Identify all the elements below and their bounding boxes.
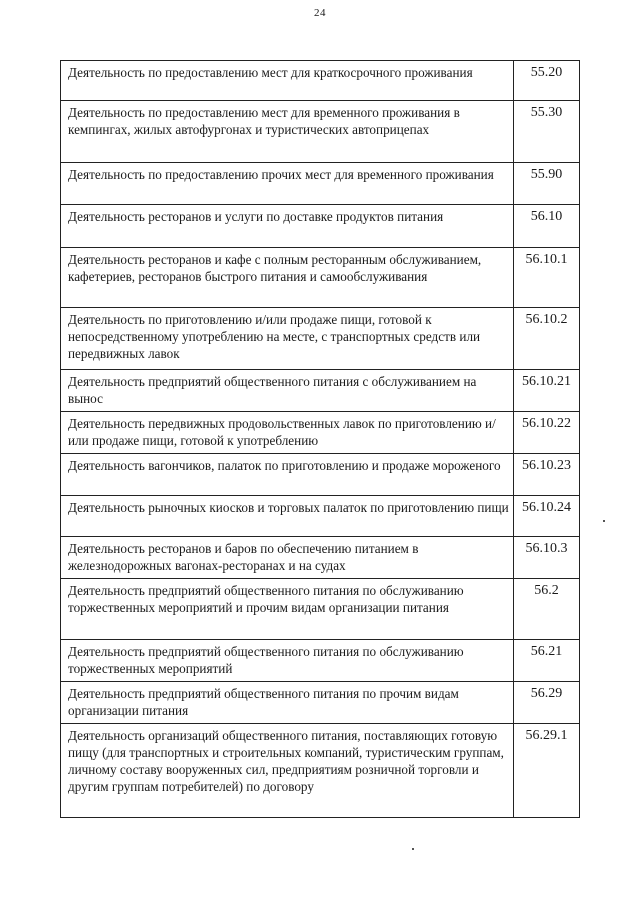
activity-code: 56.10.3 (514, 537, 580, 579)
activity-description: Деятельность ресторанов и баров по обеспечению питанием в железнодорожных вагонах-ресторанах и на судах (61, 537, 514, 579)
activity-description: Деятельность предприятий общественного питания по прочим видам организации питания (61, 682, 514, 724)
activity-code: 56.10.22 (514, 412, 580, 454)
activity-code: 56.29 (514, 682, 580, 724)
table-row (61, 163, 580, 205)
activity-code: 55.30 (514, 101, 580, 163)
table-row (61, 205, 580, 248)
table-row (61, 496, 580, 537)
activity-code: 56.29.1 (514, 724, 580, 818)
activity-description: Деятельность по предоставлению мест для краткосрочного проживания (61, 61, 514, 101)
activity-description: Деятельность вагончиков, палаток по приготовлению и продаже мороженого (61, 454, 514, 496)
okved-table-container (60, 60, 580, 818)
activity-code: 56.2 (514, 579, 580, 640)
table-row (61, 248, 580, 308)
activity-code: 56.10.21 (514, 370, 580, 412)
activity-description: Деятельность по предоставлению мест для временного проживания в кемпингах, жилых автофургонах и туристических автоприцепах (61, 101, 514, 163)
table-row (61, 61, 580, 101)
table-row (61, 724, 580, 818)
table-row (61, 370, 580, 412)
activity-description: Деятельность передвижных продовольственных лавок по приготовлению и/или продаже пищи, готовой к употреблению (61, 412, 514, 454)
activity-description: Деятельность предприятий общественного питания с обслуживанием на вынос (61, 370, 514, 412)
table-row (61, 308, 580, 370)
table-row (61, 537, 580, 579)
table-row (61, 579, 580, 640)
table-row (61, 412, 580, 454)
activity-code: 56.10.24 (514, 496, 580, 537)
scan-speck (412, 848, 414, 850)
activity-description: Деятельность предприятий общественного питания по обслуживанию торжественных мероприятий (61, 640, 514, 682)
activity-code: 55.20 (514, 61, 580, 101)
table-row (61, 454, 580, 496)
scan-speck (603, 520, 605, 522)
activity-code: 56.10.2 (514, 308, 580, 370)
page-number: 24 (314, 7, 326, 19)
activity-description: Деятельность рыночных киосков и торговых палаток по приготовлению пищи (61, 496, 514, 537)
table-row (61, 682, 580, 724)
table-row (61, 640, 580, 682)
activity-code: 55.90 (514, 163, 580, 205)
activity-description: Деятельность организаций общественного питания, поставляющих готовую пищу (для транспортных и строительных компаний, туристическим группам, личному составу вооруженных сил, предприятиям розничной торговли и другим группам потребителей) по договору (61, 724, 514, 818)
activity-code: 56.10.1 (514, 248, 580, 308)
activity-description: Деятельность по приготовлению и/или продаже пищи, готовой к непосредственному употреблению на месте, с транспортных средств или передвижных лавок (61, 308, 514, 370)
activity-description: Деятельность по предоставлению прочих мест для временного проживания (61, 163, 514, 205)
activity-description: Деятельность ресторанов и услуги по доставке продуктов питания (61, 205, 514, 248)
activity-description: Деятельность ресторанов и кафе с полным ресторанным обслуживанием, кафетериев, ресторанов быстрого питания и самообслуживания (61, 248, 514, 308)
activity-code: 56.10.23 (514, 454, 580, 496)
activity-code: 56.21 (514, 640, 580, 682)
table-row (61, 101, 580, 163)
activity-description: Деятельность предприятий общественного питания по обслуживанию торжественных мероприятий и прочим видам организации питания (61, 579, 514, 640)
okved-table (60, 60, 580, 818)
activity-code: 56.10 (514, 205, 580, 248)
